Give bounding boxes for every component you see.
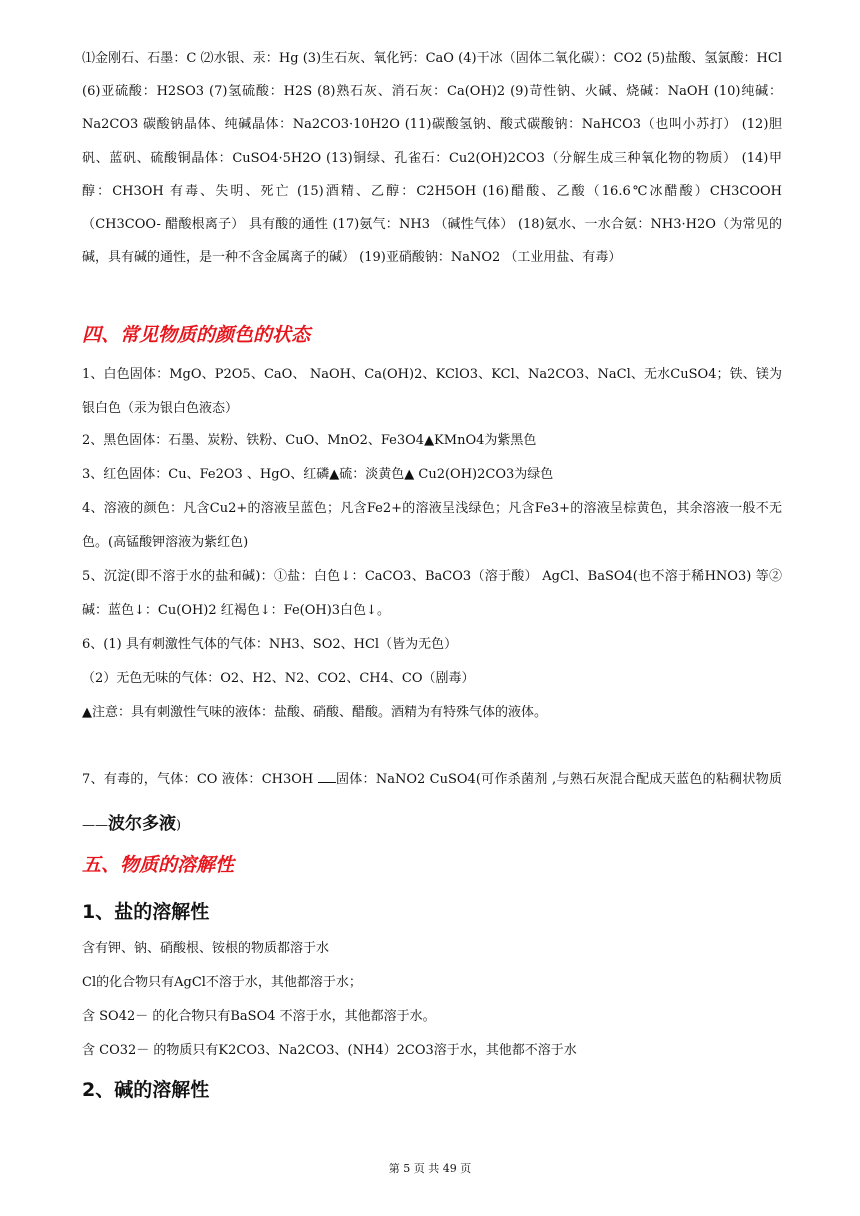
color-item-2: 2、黑色固体：石墨、炭粉、铁粉、CuO、MnO2、Fe3O4▲KMnO4为紫黑色 bbox=[82, 433, 537, 448]
bordeaux-mixture-term: 波尔多液 bbox=[108, 814, 176, 834]
salt-rule-4: 含 CO32－ 的物质只有K2CO3、Na2CO3、(NH4）2CO3溶于水，其他都不溶于水 bbox=[82, 1043, 577, 1058]
base-solubility-heading: 2、碱的溶解性 bbox=[82, 1079, 210, 1101]
salt-solubility-heading: 1、盐的溶解性 bbox=[82, 901, 210, 923]
color-item-5: 5、沉淀(即不溶于水的盐和碱)：①盐：白色↓：CaCO3、BaCO3（溶于酸） AgCl、BaSO4(也不溶于稀HNO3) 等②碱：蓝色↓：Cu(OH)2 红褐色↓：Fe(OH)3白色↓。 bbox=[82, 569, 782, 618]
salt-rule-2: Cl的化合物只有AgCl不溶于水，其他都溶于水； bbox=[82, 975, 362, 990]
color-item-4: 4、溶液的颜色：凡含Cu2+的溶液呈蓝色；凡含Fe2+的溶液呈浅绿色；凡含Fe3+的溶液呈棕黄色，其余溶液一般不无色。(高锰酸钾溶液为紫红色) bbox=[82, 501, 782, 550]
salt-rule-1: 含有钾、钠、硝酸根、铵根的物质都溶于水 bbox=[82, 941, 330, 956]
substance-names-paragraph: ⑴金刚石、石墨：C ⑵水银、汞：Hg (3)生石灰、氧化钙：CaO (4)干冰（固体二氧化碳）：CO2 (5)盐酸、氢氯酸：HCl (6)亚硫酸：H2SO3 (7)氢硫酸：H2S (8)熟石灰、消石灰：Ca(OH)2 (9)苛性钠、火碱、烧碱：NaOH (10)纯碱：Na2CO3 碳酸钠晶体、纯碱晶体：Na2CO3·10H2O (11)碳酸氢钠、酸式碳酸钠：NaHCO3（也叫小苏打） (12)胆矾、蓝矾、硫酸铜晶体：CuSO4·5H2O (13)铜绿、孔雀石：Cu2(OH)2CO3（分解生成三种氧化物的物质） (14)甲醇：CH3OH 有毒、失明、死亡 (15)酒精、乙醇：C2H5OH (16)醋酸、乙酸（16.6℃冰醋酸）CH3COOH（CH3COO- 醋酸根离子） 具有酸的通性 (17)氨气：NH3 （碱性气体） (18)氨水、一水合氨：NH3·H2O（为常见的碱，具有碱的通性，是一种不含金属离子的碱） (19)亚硝酸钠：NaNO2 （工业用盐、有毒） bbox=[82, 51, 782, 266]
section-4-heading: 四、常见物质的颜色的状态 bbox=[82, 324, 311, 346]
item-7-end: ) bbox=[176, 818, 182, 833]
color-item-7 bbox=[82, 758, 782, 848]
item-7-body: 固体：NaNO2 CuSO4(可作杀菌剂 ,与熟石灰混合配成天蓝色的粘稠状物质—— bbox=[82, 772, 782, 833]
attention-note: ▲注意：具有刺激性气味的液体：盐酸、硝酸、醋酸。酒精为有特殊气体的液体。 bbox=[82, 705, 547, 720]
blank-underline bbox=[318, 772, 336, 783]
color-item-1: 1、白色固体：MgO、P2O5、CaO、 NaOH、Ca(OH)2、KClO3、KCl、Na2CO3、NaCl、无水CuSO4；铁、镁为银白色（汞为银白色液态） bbox=[82, 367, 782, 416]
color-item-3: 3、红色固体：Cu、Fe2O3 、HgO、红磷▲硫：淡黄色▲ Cu2(OH)2CO3为绿色 bbox=[82, 467, 554, 482]
page-footer: 第 5 页 共 49 页 bbox=[388, 1162, 472, 1175]
section-5-heading: 五、物质的溶解性 bbox=[82, 854, 235, 876]
item-7-prefix: 7、有毒的，气体：CO 液体：CH3OH bbox=[82, 772, 318, 787]
color-item-6a: 6、(1) 具有刺激性气体的气体：NH3、SO2、HCl（皆为无色） bbox=[82, 637, 458, 652]
color-item-6b: （2）无色无味的气体：O2、H2、N2、CO2、CH4、CO（剧毒） bbox=[82, 671, 475, 686]
salt-rule-3: 含 SO42－ 的化合物只有BaSO4 不溶于水，其他都溶于水。 bbox=[82, 1009, 436, 1024]
